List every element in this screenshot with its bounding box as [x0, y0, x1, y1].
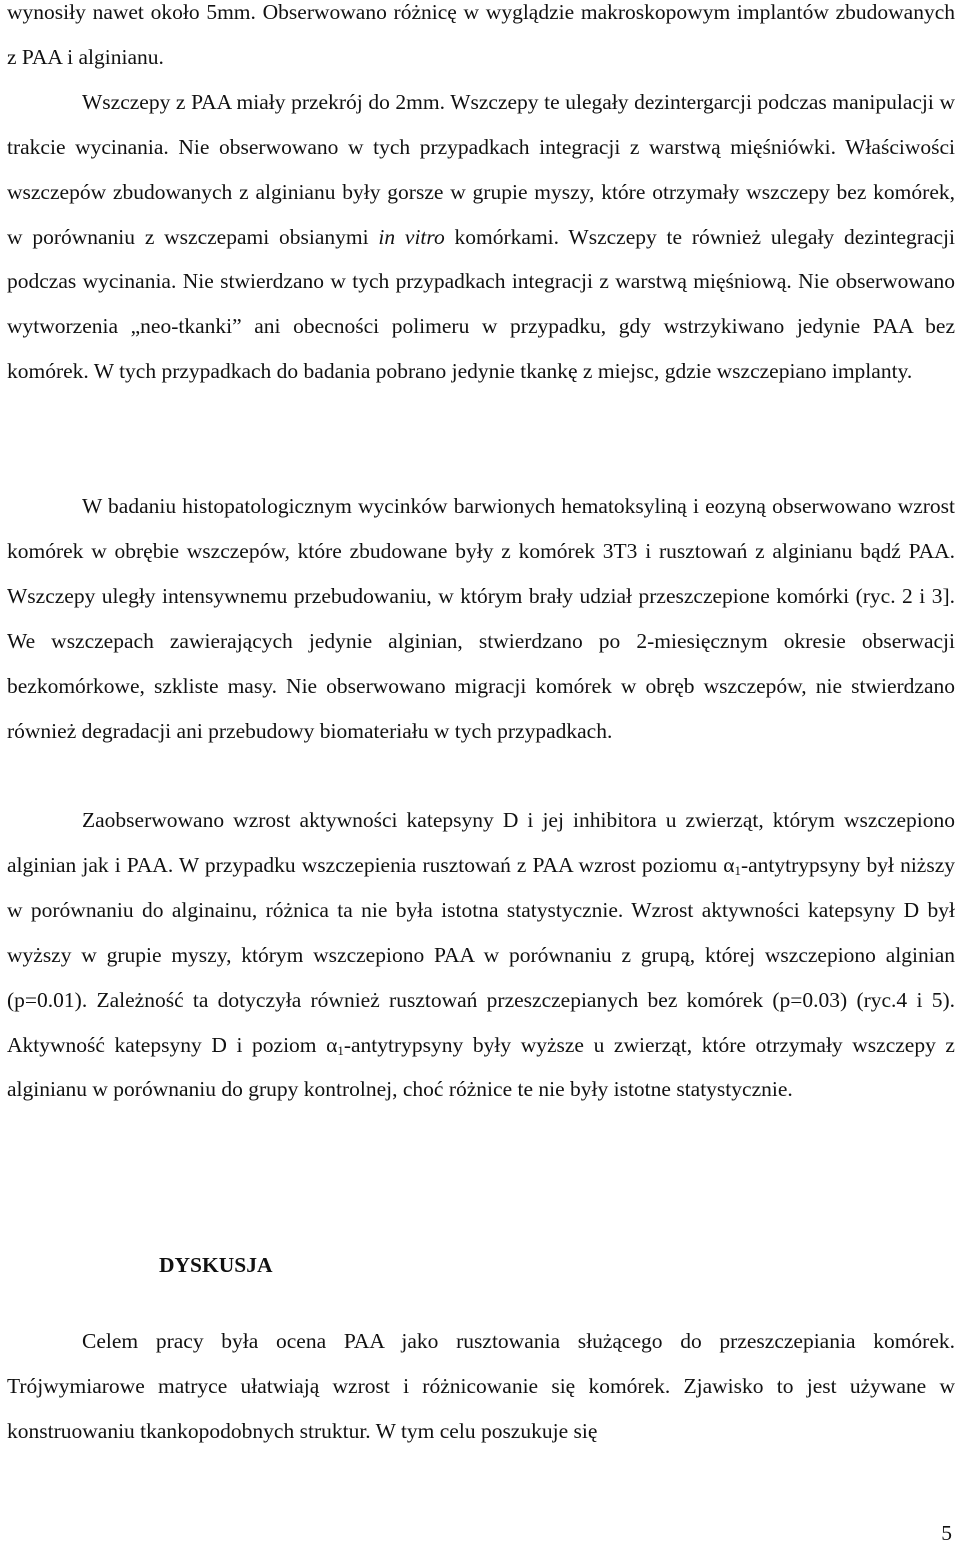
- text-run: wynosiły nawet około 5mm. Obserwowano różnicę w wyglądzie makroskopowym implantów zbudowanych z PAA i alginianu.: [7, 0, 955, 69]
- italic-term: in vitro: [378, 224, 445, 249]
- results-paragraph-cathepsin: [7, 798, 955, 1112]
- text-run: Zaobserwowano wzrost aktywności katepsyny D i jej inhibitora u zwierząt, którym wszczepiono alginian jak i PAA. W przypadku wszczepienia rusztowań z PAA wzrost poziomu α: [7, 808, 955, 877]
- page-number: 5: [941, 1521, 952, 1545]
- section-heading-discussion: DYSKUSJA: [159, 1253, 273, 1277]
- paragraph-text: [7, 798, 955, 1112]
- discussion-paragraph-1: [7, 1319, 955, 1454]
- subscript: 1: [337, 1043, 344, 1058]
- text-run: -antytrypsyny były wyższe u zwierząt, które otrzymały wszczepy z alginianu w porównaniu do grupy kontrolnej, choć różnice te nie były istotne statystycznie.: [7, 1032, 955, 1102]
- text-run: W badaniu histopatologicznym wycinków barwionych hematoksyliną i eozyną obserwowano wzrost komórek w obrębie wszczepów, które zbudowane były z komórek 3T3 i rusztowań z alginianu bądź PAA. Wszczepy uległy intensywnemu przebudowaniu, w którym brały udział przeszczepione komórki (ryc. 2 i 3]. We wszczepach zawierających jedynie alginian, stwierdzano po 2-miesięcznym okresie obserwacji bezkomórkowe, szkliste masy. Nie obserwowano migracji komórek w obręb wszczepów, nie stwierdzano również degradacji ani przebudowy biomateriału w tych przypadkach.: [7, 494, 955, 743]
- subscript: 1: [734, 864, 741, 879]
- text-run: -antytrypsyny był niższy w porównaniu do alginainu, różnica ta nie była istotna statystycznie. Wzrost aktywności katepsyny D był wyższy w grupie myszy, którym wszczepiono PAA w porównaniu z grupą, której wszczepiono alginian (p=0.01). Zależność ta dotyczyła również rusztowań przeszczepianych bez komórek (p=0.03) (ryc.4 i 5). Aktywność katepsyny D i poziom α: [7, 852, 956, 1057]
- results-paragraph-1: [7, 0, 955, 394]
- paragraph-text: [7, 484, 955, 753]
- text-run: Wszczepy z PAA miały przekrój do 2mm. Wszczepy te ulegały dezintergarcji podczas manipulacji w trakcie wycinania. Nie obserwowano w tych przypadkach integracji z warstwą mięśniówki. Właściwości wszczepów zbudowanych z alginianu były gorsze w grupie myszy, które otrzymały wszczepy bez komórek, w porównaniu z wszczepami obsianymi: [7, 89, 955, 249]
- text-run: komórkami. Wszczepy te również ulegały dezintegracji podczas wycinania. Nie stwierdzano w tych przypadkach integracji z warstwą mięśniową. Nie obserwowano wytworzenia „neo-tkanki” ani obecności polimeru w przypadku, gdy wstrzykiwano jedynie PAA bez komórek. W tych przypadkach do badania pobrano jedynie tkankę z miejsc, gdzie wszczepiano implanty.: [7, 224, 955, 384]
- paragraph-text: [7, 1319, 955, 1454]
- text-run: Celem pracy była ocena PAA jako rusztowania służącego do przeszczepiania komórek. Trójwymiarowe matryce ułatwiają wzrost i różnicowanie się komórek. Zjawisko to jest używane w konstruowaniu tkankopodobnych struktur. W tym celu poszukuje się: [7, 1329, 955, 1443]
- paragraph-paa-implants: [7, 80, 955, 394]
- results-paragraph-histopathology: [7, 484, 955, 753]
- paragraph-continued: [7, 0, 955, 80]
